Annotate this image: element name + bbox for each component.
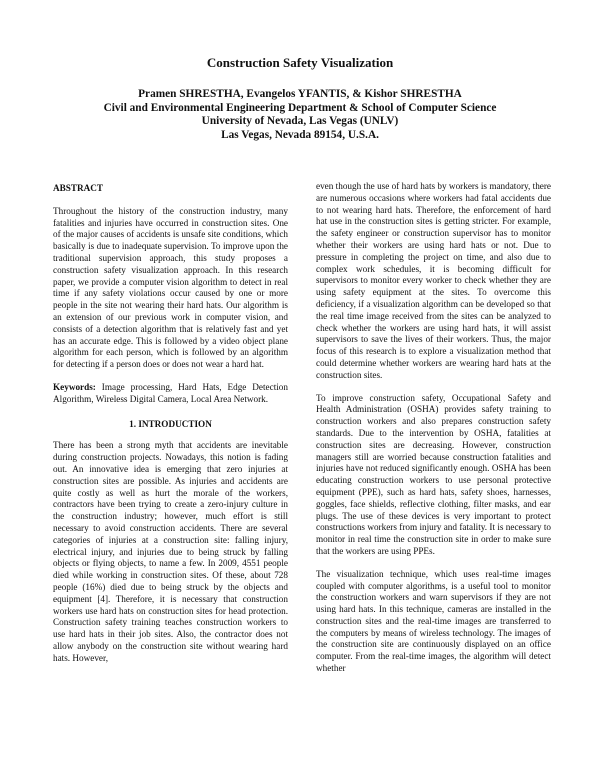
keywords-text: Image processing, Hard Hats, Edge Detection Algorithm, Wireless Digital Camera, Local Area Network. bbox=[53, 381, 288, 404]
author-address: Las Vegas, Nevada 89154, U.S.A. bbox=[221, 129, 379, 142]
abstract-heading: ABSTRACT bbox=[53, 183, 104, 193]
intro-paragraph-2: even though the use of hard hats by workers is mandatory, there are numerous occasions where workers had fatal accidents due to not wearing hard hats. Therefore, the enforcement of hard hat use in the construction sites is getting stricter. For example, the safety engineer or construction supervisor has to monitor whether their workers are using hard hats or not. Due to pressure in completing the project on time, and also due to complex work schedules, it is becoming difficult for supervisors to monitor every worker to check whether they are using safety equipment at the sites. To overcome this deficiency, if a visualization algorithm can be developed so that the real time image received from the sites can be analyzed to check whether the workers are using hard hats, it will assist supervisors to save the lives of their workers. Thus, the major focus of this research is to explore a visualization method that could determine whether workers are wearing hard hats at the construction sites. bbox=[316, 181, 551, 380]
paper-title: Construction Safety Visualization bbox=[206, 55, 394, 70]
intro-paragraph-3: To improve construction safety, Occupational Safety and Health Administration (OSHA) provides safety training to construction workers and also prepares construction safety standards. Due to the intervention by OSHA, fatalities at construction sites are decreasing. However, construction managers still are worried because construction fatalities and injuries have not reduced significantly enough. OSHA has been educating construction workers to use personal protective equipment (PPE), such as hard hats, safety shoes, harnesses, goggles, face shields, reflective clothing, filter masks, and ear plugs. The use of these devices is very important to protect constructions workers from injury and fatality. It is necessary to monitor in real time the construction site in order to make sure that the workers are using PPEs. bbox=[316, 392, 551, 556]
keywords-label: Keywords: bbox=[53, 381, 96, 392]
left-column bbox=[53, 183, 288, 664]
author-names: Pramen SHRESTHA, Evangelos YFANTIS, & Kishor SHRESTHA bbox=[138, 88, 462, 100]
right-column bbox=[316, 181, 551, 675]
abstract-text: Throughout the history of the construction industry, many fatalities and injuries have occurred in construction sites. One of the major causes of accidents is unsafe site conditions, which basically is due to inadequate supervision. To improve upon the traditional supervision approach, this study proposes a construction safety visualization approach. In this research paper, we provide a computer vision algorithm to detect in real time if any safety violations occur caused by one or more people in the site not wearing their hard hats. Our algorithm is an extension of our previous work in computer vision, and consists of a detection algorithm that is relatively fast and yet has an accurate edge. This is followed by a video object plane algorithm for each person, which is followed by an algorithm for detecting if a person does or does not wear a hard hat. bbox=[53, 205, 288, 370]
author-block bbox=[0, 88, 600, 143]
intro-paragraph-4: The visualization technique, which uses real-time images coupled with computer algorithms, is a useful tool to monitor the construction workers and warn supervisors if they are not using hard hats. In this technique, cameras are installed in the construction sites and the real-time images are transferred to the computers by means of wireless technology. The images of the construction site are continuously displayed on an office computer. From the real-time images, the algorithm will detect whether bbox=[316, 568, 551, 674]
keywords bbox=[53, 382, 288, 406]
intro-paragraph-1: There has been a strong myth that accidents are inevitable during construction projects. Nowadays, this notion is fading out. An innovative idea is emerging that zero injuries at construction sites are possible. As injuries and accidents are quite costly as well as hurt the morale of the workers, contractors have been trying to create a zero-injury culture in the construction industry; however, much effort is still necessary to avoid construction accidents. There are several categories of injuries at a construction site: falling injury, electrical injury, and injuries due to being struck by falling objects or flying objects, to name a few. In 2009, 4551 people died while working in construction sites. Of these, about 728 people (16%) died due to being struck by the objects and equipment [4]. Therefore, it is necessary that construction workers use hard hats on construction sites for head protection. Construction safety training teaches construction workers to use hard hats in their job sites. Also, the contractor does not allow anybody on the construction site without wearing hard hats. However, bbox=[53, 440, 288, 663]
author-affiliation-department: Civil and Environmental Engineering Department & School of Computer Science bbox=[103, 101, 497, 114]
author-affiliation-university: University of Nevada, Las Vegas (UNLV) bbox=[201, 115, 399, 128]
section-heading-introduction: 1. INTRODUCTION bbox=[129, 418, 212, 429]
